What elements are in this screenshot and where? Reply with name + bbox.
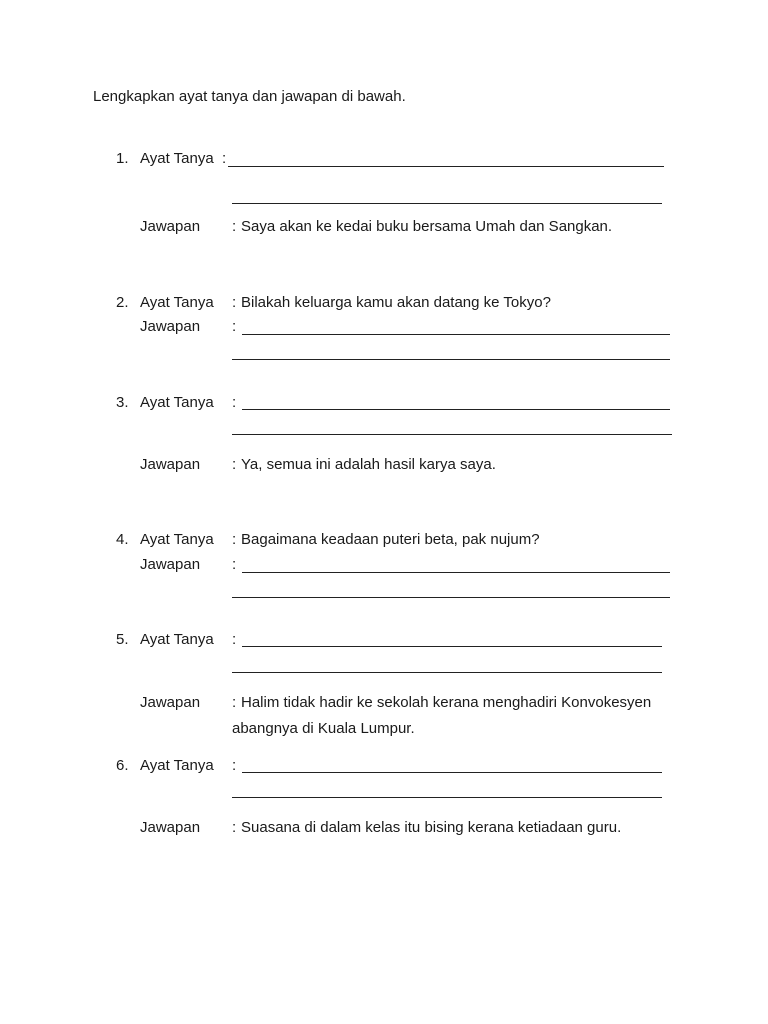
colon: : <box>232 394 237 411</box>
colon: : <box>232 556 237 573</box>
colon: : <box>232 456 237 473</box>
colon: : <box>222 150 227 167</box>
jawapan-text: Saya akan ke kedai buku bersama Umah dan Sangkan. <box>241 218 613 235</box>
answer-line <box>232 434 672 435</box>
answer-line <box>228 166 664 167</box>
colon: : <box>232 318 237 335</box>
question-number: 6. <box>116 757 129 774</box>
jawapan-label: Jawapan <box>140 556 201 573</box>
question-number: 5. <box>116 631 129 648</box>
colon: : <box>232 531 237 548</box>
answer-line <box>232 203 662 204</box>
answer-line <box>242 334 670 335</box>
jawapan-label: Jawapan <box>140 318 201 335</box>
colon: : <box>232 819 237 836</box>
answer-line <box>242 409 670 410</box>
jawapan-text: Suasana di dalam kelas itu bising kerana ketiadaan guru. <box>241 819 622 836</box>
question-number: 3. <box>116 394 129 411</box>
colon: : <box>232 294 237 311</box>
colon: : <box>232 694 237 711</box>
answer-line <box>242 646 662 647</box>
ayat-tanya-text: Bagaimana keadaan puteri beta, pak nujum? <box>241 531 540 548</box>
answer-line <box>232 359 670 360</box>
question-number: 1. <box>116 150 129 167</box>
jawapan-text: Halim tidak hadir ke sekolah kerana menghadiri Konvokesyen <box>241 694 652 711</box>
jawapan-label: Jawapan <box>140 218 201 235</box>
jawapan-text: Ya, semua ini adalah hasil karya saya. <box>241 456 496 473</box>
ayat-tanya-label: Ayat Tanya <box>140 394 214 411</box>
question-number: 2. <box>116 294 129 311</box>
ayat-tanya-label: Ayat Tanya <box>140 150 214 167</box>
jawapan-label: Jawapan <box>140 456 201 473</box>
colon: : <box>232 757 237 774</box>
jawapan-text-continued: abangnya di Kuala Lumpur. <box>232 720 415 737</box>
colon: : <box>232 631 237 648</box>
ayat-tanya-label: Ayat Tanya <box>140 531 214 548</box>
ayat-tanya-label: Ayat Tanya <box>140 294 214 311</box>
jawapan-label: Jawapan <box>140 694 201 711</box>
question-number: 4. <box>116 531 129 548</box>
answer-line <box>232 672 662 673</box>
instruction: Lengkapkan ayat tanya dan jawapan di bawah. <box>93 88 406 105</box>
jawapan-label: Jawapan <box>140 819 201 836</box>
ayat-tanya-label: Ayat Tanya <box>140 757 214 774</box>
ayat-tanya-label: Ayat Tanya <box>140 631 214 648</box>
answer-line <box>232 597 670 598</box>
answer-line <box>232 797 662 798</box>
answer-line <box>242 572 670 573</box>
ayat-tanya-text: Bilakah keluarga kamu akan datang ke Tokyo? <box>241 294 551 311</box>
colon: : <box>232 218 237 235</box>
answer-line <box>242 772 662 773</box>
